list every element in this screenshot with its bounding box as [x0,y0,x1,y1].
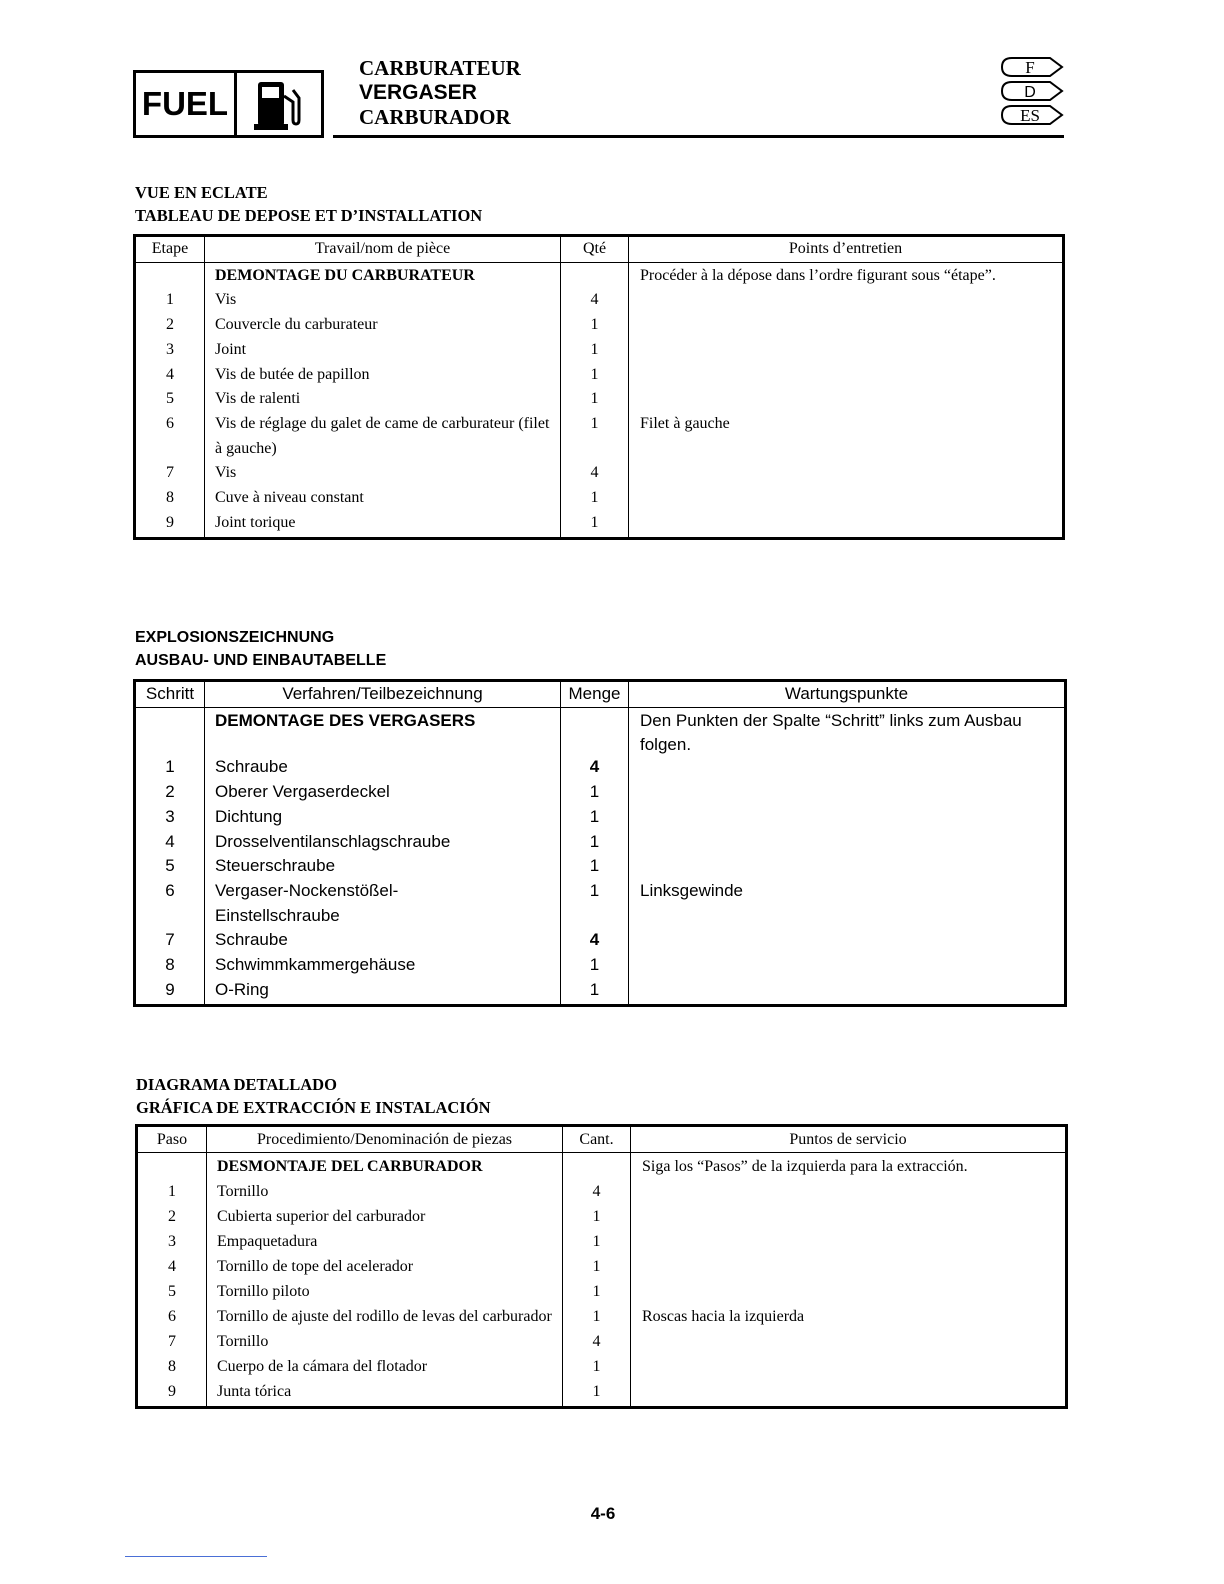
column-header-quantity: Cant. [563,1126,631,1153]
row-description: Vis de ralenti [205,387,561,412]
french-heading-exploded-view: VUE EN ECLATE [135,183,268,202]
column-header-description: Procedimiento/Denominación de piezas [207,1126,563,1153]
row-description: Tornillo piloto [207,1279,563,1304]
title-french: CARBURATEUR [359,56,521,80]
table-header-row [137,1126,1067,1153]
table-row [135,928,1066,953]
row-step: 4 [137,1254,207,1279]
french-heading-table: TABLEAU DE DEPOSE ET D’INSTALLATION [135,206,483,225]
fuel-label: FUEL [136,73,237,135]
row-quantity: 4 [561,928,629,953]
row-description: Couvercle du carburateur [205,313,561,338]
header-rule [333,135,1064,138]
row-description: Vis de réglage du galet de came de carburateur (filet à gauche) [205,412,561,461]
row-step: 6 [137,1304,207,1329]
row-description: Cuerpo de la cámara del flotador [207,1354,563,1379]
title-german: VERGASER [359,80,477,104]
row-description: Vis [205,288,561,313]
row-quantity: 1 [563,1379,631,1408]
row-description: Drosselventilanschlagschraube [205,830,561,855]
row-quantity: 1 [561,830,629,855]
row-quantity: 4 [561,733,629,780]
row-step: 2 [135,780,205,805]
row-quantity: 1 [561,412,629,461]
row-description: Vis [205,461,561,486]
german-headings [135,626,386,672]
row-description: Vergaser-Nockenstößel-Einstellschraube [205,879,561,928]
row-description: Joint torique [205,511,561,539]
row-step: 7 [135,461,205,486]
column-header-service-points: Wartungspunkte [629,681,1066,708]
row-step: 2 [137,1204,207,1229]
language-f-label: F [1025,58,1035,77]
row-quantity: 1 [561,511,629,539]
row-description: Tornillo de tope del acelerador [207,1254,563,1279]
group-note: Siga los “Pasos” de la izquierda para la extracción. [631,1153,1067,1305]
row-step: 1 [135,288,205,313]
row-step: 5 [137,1279,207,1304]
language-badges [1000,56,1064,128]
row-service-note: Linksgewinde [629,879,1066,928]
row-quantity: 1 [561,879,629,928]
table-header-row [135,236,1064,263]
column-header-step: Etape [135,236,205,263]
row-step: 9 [135,978,205,1006]
row-description: Schwimmkammergehäuse [205,953,561,978]
row-quantity: 1 [561,486,629,511]
column-header-service-points: Points d’entretien [629,236,1064,263]
row-quantity: 1 [561,780,629,805]
row-step: 8 [137,1354,207,1379]
row-quantity: 4 [561,461,629,486]
table-row [137,1304,1067,1329]
table-row [135,879,1066,928]
row-quantity: 1 [563,1304,631,1329]
language-badge-f [1002,58,1062,77]
row-step: 6 [135,879,205,928]
table-group-row [137,1153,1067,1180]
row-service-note: Roscas hacia la izquierda [631,1304,1067,1329]
group-title: DEMONTAGE DU CARBURATEUR [205,262,561,288]
table-group-row [135,707,1066,733]
row-quantity: 4 [563,1329,631,1354]
language-badge-es [1002,106,1062,125]
language-badge-d [1002,82,1062,101]
row-quantity: 1 [561,363,629,388]
spanish-headings [136,1073,491,1119]
row-description: O-Ring [205,978,561,1006]
row-step: 3 [135,338,205,363]
language-es-label: ES [1020,106,1040,125]
spanish-parts-table [135,1124,1068,1409]
german-heading-exploded-view: EXPLOSIONSZEICHNUNG [135,629,335,646]
table-row [137,1329,1067,1354]
column-header-description: Verfahren/Teilbezeichnung [205,681,561,708]
row-service-note: Filet à gauche [629,412,1064,461]
column-header-quantity: Qté [561,236,629,263]
row-description: Tornillo de ajuste del rodillo de levas del carburador [207,1304,563,1329]
row-step: 1 [135,733,205,780]
column-header-quantity: Menge [561,681,629,708]
french-headings [135,181,482,227]
row-description: Joint [205,338,561,363]
row-quantity: 1 [563,1204,631,1229]
row-quantity: 1 [563,1354,631,1379]
spanish-heading-table: GRÁFICA DE EXTRACCIÓN E INSTALACIÓN [136,1098,491,1117]
table-group-row [135,262,1064,288]
row-quantity: 4 [563,1179,631,1204]
row-quantity: 1 [561,854,629,879]
footer-rule [125,1556,267,1557]
fuel-section-badge [133,70,324,138]
group-title: DEMONTAGE DES VERGASERS [205,707,561,733]
row-description: Tornillo [207,1329,563,1354]
row-quantity: 1 [563,1229,631,1254]
row-step: 5 [135,387,205,412]
row-description: Empaquetadura [207,1229,563,1254]
group-note: Procéder à la dépose dans l’ordre figurant sous “étape”. [629,262,1064,412]
row-description: Schraube [205,733,561,780]
page-titles [359,56,521,130]
row-step: 8 [135,486,205,511]
table-header-row [135,681,1066,708]
row-step: 9 [137,1379,207,1408]
row-description: Oberer Vergaserdeckel [205,780,561,805]
row-description: Vis de butée de papillon [205,363,561,388]
row-quantity: 1 [561,387,629,412]
german-heading-table: AUSBAU- UND EINBAUTABELLE [135,652,387,669]
row-step: 8 [135,953,205,978]
title-spanish: CARBURADOR [359,105,511,129]
column-header-description: Travail/nom de pièce [205,236,561,263]
spanish-heading-exploded-view: DIAGRAMA DETALLADO [136,1075,337,1094]
row-step: 3 [137,1229,207,1254]
row-step: 1 [137,1179,207,1204]
row-description: Tornillo [207,1179,563,1204]
row-quantity: 1 [561,978,629,1006]
row-description: Cubierta superior del carburador [207,1204,563,1229]
german-parts-table [133,679,1067,1007]
row-quantity: 1 [561,805,629,830]
group-title: DESMONTAJE DEL CARBURADOR [207,1153,563,1180]
column-header-step: Paso [137,1126,207,1153]
row-quantity: 1 [561,953,629,978]
row-quantity: 1 [563,1254,631,1279]
page-number: 4-6 [590,1504,616,1523]
row-description: Schraube [205,928,561,953]
row-step: 2 [135,313,205,338]
french-parts-table [133,234,1065,540]
row-quantity: 4 [561,288,629,313]
row-description: Cuve à niveau constant [205,486,561,511]
row-description: Dichtung [205,805,561,830]
table-row [135,412,1064,461]
row-step: 7 [137,1329,207,1354]
row-step: 9 [135,511,205,539]
row-description: Steuerschraube [205,854,561,879]
language-d-label: D [1024,84,1036,101]
row-step: 7 [135,928,205,953]
row-step: 4 [135,830,205,855]
row-description: Junta tórica [207,1379,563,1408]
row-step: 6 [135,412,205,461]
column-header-service-points: Puntos de servicio [631,1126,1067,1153]
column-header-step: Schritt [135,681,205,708]
row-quantity: 1 [561,313,629,338]
row-step: 4 [135,363,205,388]
row-quantity: 1 [561,338,629,363]
row-step: 5 [135,854,205,879]
row-step: 3 [135,805,205,830]
fuel-pump-icon [237,73,321,135]
table-row [135,461,1064,486]
row-quantity: 1 [563,1279,631,1304]
group-note: Den Punkten der Spalte “Schritt” links zum Ausbau folgen. [629,707,1066,879]
